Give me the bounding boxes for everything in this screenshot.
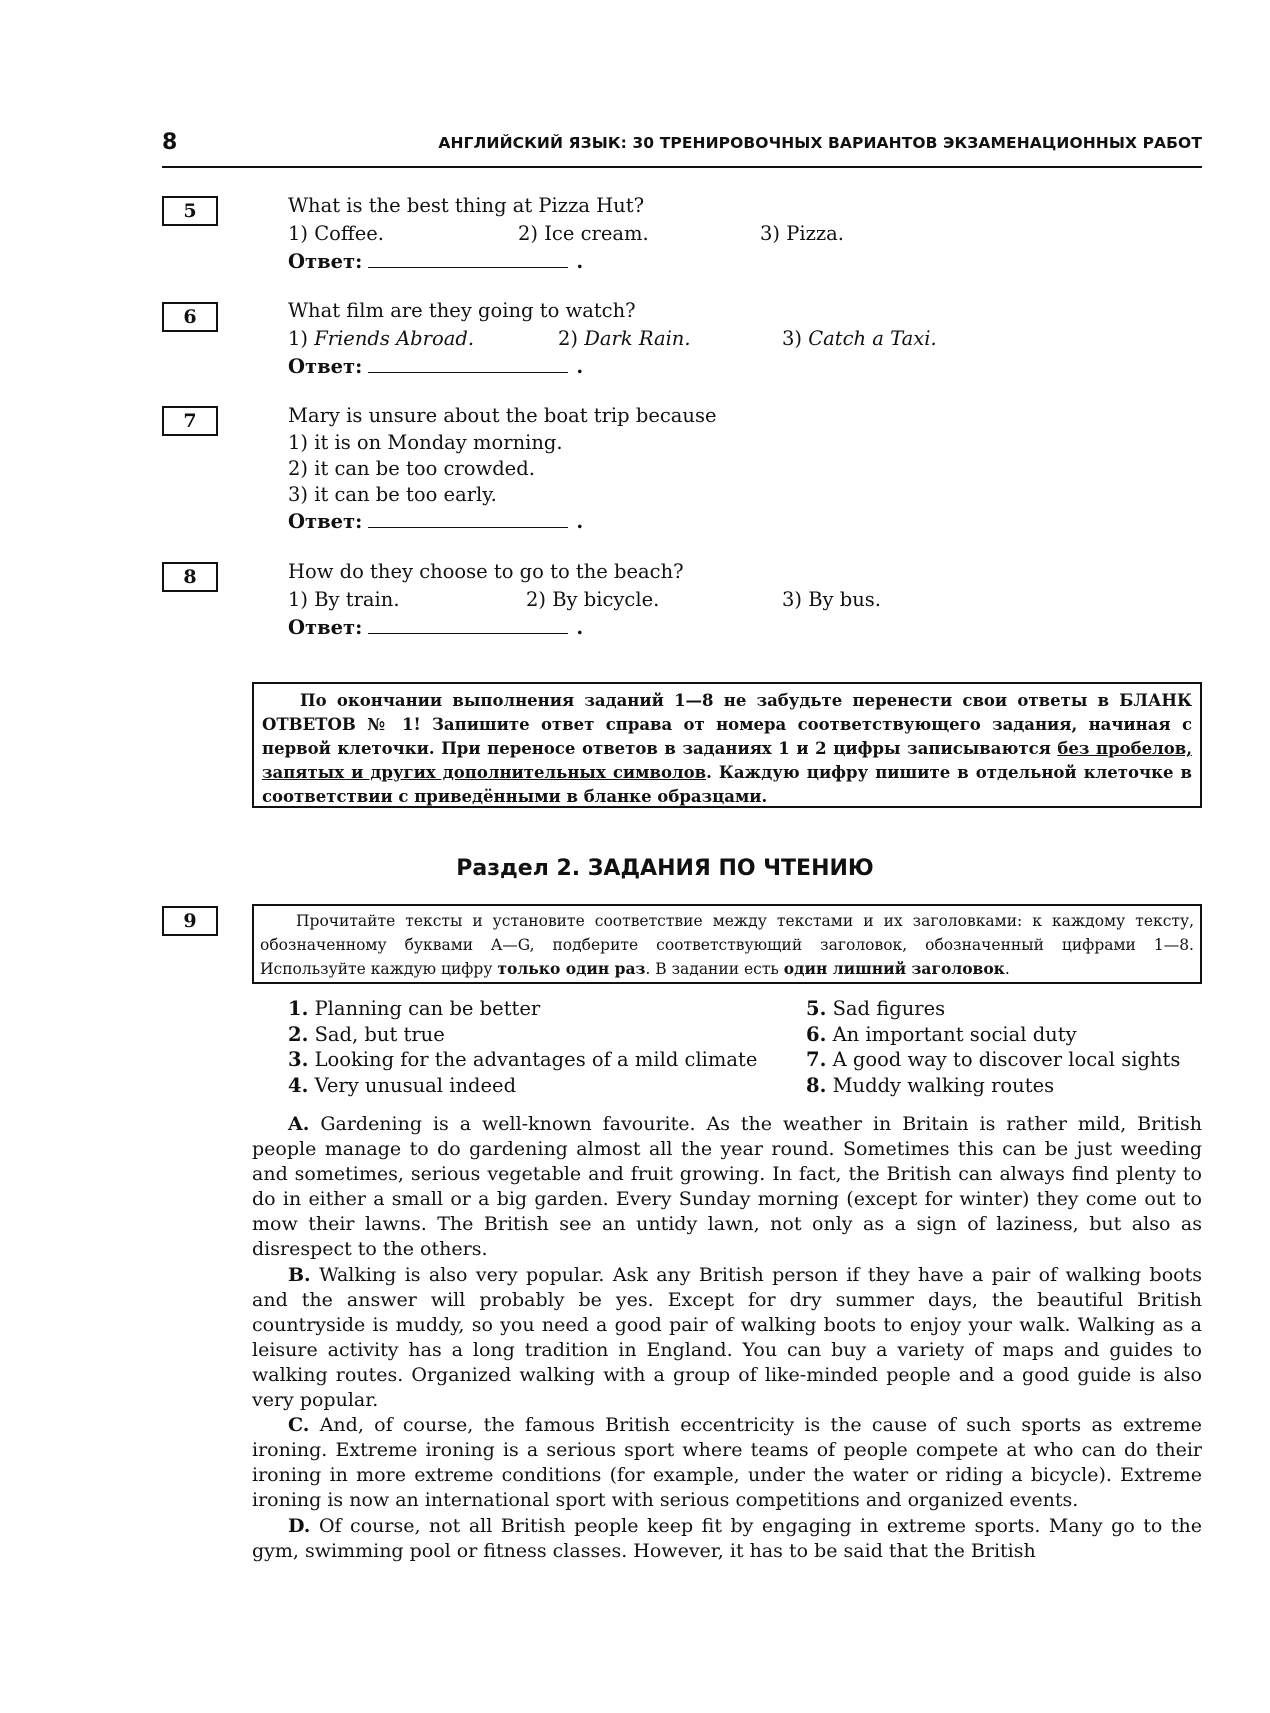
task-number-8: 8 — [162, 562, 218, 592]
task-8 — [288, 558, 1188, 642]
text-b: B. Walking is also very popular. Ask any British person if they have a pair of walking boots and the answer will probably be yes. Except for dry summer days, the beautiful British countryside is muddy, so you need a good pair of walking boots to enjoy your walk. Walking as a leisure activity has a long tradition in England. You can buy a variety of maps and guides to walking routes. Organized walking with a group of like-minded people and a good guide is also very popular. — [252, 1263, 1202, 1412]
options-row — [288, 325, 1188, 353]
headings-row — [288, 1073, 1208, 1099]
task-9-instruction: Прочитайте тексты и установите соответствие между текстами и их заголовками: к каждому тексту, обозначенному буквами A—G, подберите соответствующий заголовок, обозначенный цифрами 1—8. Используйте каждую цифру только один раз. В задании есть один лишний заголовок. — [252, 904, 1202, 984]
answer-blank[interactable] — [368, 509, 568, 528]
option-2: 2) Ice cream. — [518, 222, 649, 245]
heading-6: 6. An important social duty — [806, 1022, 1077, 1046]
heading-8: 8. Muddy walking routes — [806, 1073, 1055, 1097]
answer-label: Ответ: — [288, 250, 363, 273]
task-number-5: 5 — [162, 196, 218, 226]
heading-1: 1. Planning can be better — [288, 997, 541, 1020]
option-1: 1) it is on Monday morning. — [288, 431, 563, 454]
task-number-9: 9 — [162, 906, 218, 936]
options-row — [288, 220, 1188, 248]
option-2: 2) Dark Rain. — [558, 327, 691, 350]
answer-line: Ответ: . — [288, 355, 584, 378]
section-title: Раздел 2. ЗАДАНИЯ ПО ЧТЕНИЮ — [456, 856, 874, 881]
heading-5: 5. Sad figures — [806, 997, 946, 1020]
option-3: 3) it can be too early. — [288, 483, 497, 506]
running-title: АНГЛИЙСКИЙ ЯЗЫК: 30 ТРЕНИРОВОЧНЫХ ВАРИАНТОВ ЭКЗАМЕНАЦИОННЫХ РАБОТ — [438, 134, 1202, 152]
answer-blank[interactable] — [368, 249, 568, 268]
option-1: 1) By train. — [288, 588, 400, 611]
question-text: How do they choose to go to the beach? — [288, 560, 684, 583]
reading-texts — [252, 1112, 1202, 1564]
heading-7: 7. A good way to discover local sights — [806, 1048, 1181, 1071]
heading-4: 4. Very unusual indeed — [288, 1073, 517, 1097]
headings-row — [288, 1022, 1208, 1048]
answer-line: Ответ: . — [288, 510, 584, 533]
answer-blank[interactable] — [368, 354, 568, 373]
text-a: A. Gardening is a well-known favourite. As the weather in Britain is rather mild, British people manage to do gardening almost all the year round. Sometimes this can be just weeding and sometimes, serious vegetable and fruit growing. In fact, the British can always find plenty to do in either a small or a big garden. Every Sunday morning (except for winter) they come out to mow their lawns. The British see an untidy lawn, not only as a sign of laziness, but also as disrespect to the others. — [252, 1113, 1202, 1261]
text-c: C. And, of course, the famous British eccentricity is the cause of such sports as extreme ironing. Extreme ironing is a serious sport where teams of people compete at who can do their ironing in more extreme conditions (for example, under the water or riding a bicycle). Extreme ironing is now an international sport with serious competitions and organized events. — [252, 1414, 1202, 1512]
option-1: 1) Friends Abroad. — [288, 327, 475, 350]
option-2: 2) By bicycle. — [526, 588, 660, 611]
underlined-rule: без пробелов, запятых и других дополнительных символов — [262, 739, 1193, 782]
answer-label: Ответ: — [288, 510, 363, 533]
answer-line: Ответ: . — [288, 616, 584, 639]
task-7 — [288, 402, 1188, 536]
page-number: 8 — [162, 130, 178, 155]
headings-row — [288, 1047, 1208, 1073]
task-number-6: 6 — [162, 302, 218, 332]
answer-blank[interactable] — [368, 615, 568, 634]
task-number-7: 7 — [162, 406, 218, 436]
headings-list — [288, 996, 1208, 1098]
question-text: Mary is unsure about the boat trip because — [288, 404, 717, 427]
option-2: 2) it can be too crowded. — [288, 457, 535, 480]
question-text: What is the best thing at Pizza Hut? — [288, 194, 645, 217]
option-3: 3) Pizza. — [760, 222, 844, 245]
page-header — [162, 126, 1202, 168]
text-d: D. Of course, not all British people keep fit by engaging in extreme sports. Many go to the gym, swimming pool or fitness classes. However, it has to be said that the British — [252, 1514, 1202, 1562]
task-6 — [288, 297, 1188, 381]
task-5 — [288, 192, 1188, 276]
headings-row — [288, 996, 1208, 1022]
question-text: What film are they going to watch? — [288, 299, 636, 322]
options-row — [288, 586, 1188, 614]
heading-3: 3. Looking for the advantages of a mild climate — [288, 1048, 758, 1071]
transfer-answers-notice: По окончании выполнения заданий 1—8 не забудьте перенести свои ответы в БЛАНК ОТВЕТОВ № 1! Запишите ответ справа от номера соответствующего задания, начиная с первой клеточки. При переносе ответов в заданиях 1 и 2 цифры записываются без пробелов, запятых и других дополнительных символов. Каждую цифру пишите в отдельной клеточке в соответствии с приведёнными в бланке образцами. — [252, 682, 1202, 808]
option-3: 3) Catch a Taxi. — [782, 327, 937, 350]
answer-label: Ответ: — [288, 616, 363, 639]
answer-line: Ответ: . — [288, 250, 584, 273]
option-1: 1) Coffee. — [288, 222, 385, 245]
heading-2: 2. Sad, but true — [288, 1022, 445, 1046]
answer-label: Ответ: — [288, 355, 363, 378]
option-3: 3) By bus. — [782, 588, 882, 611]
